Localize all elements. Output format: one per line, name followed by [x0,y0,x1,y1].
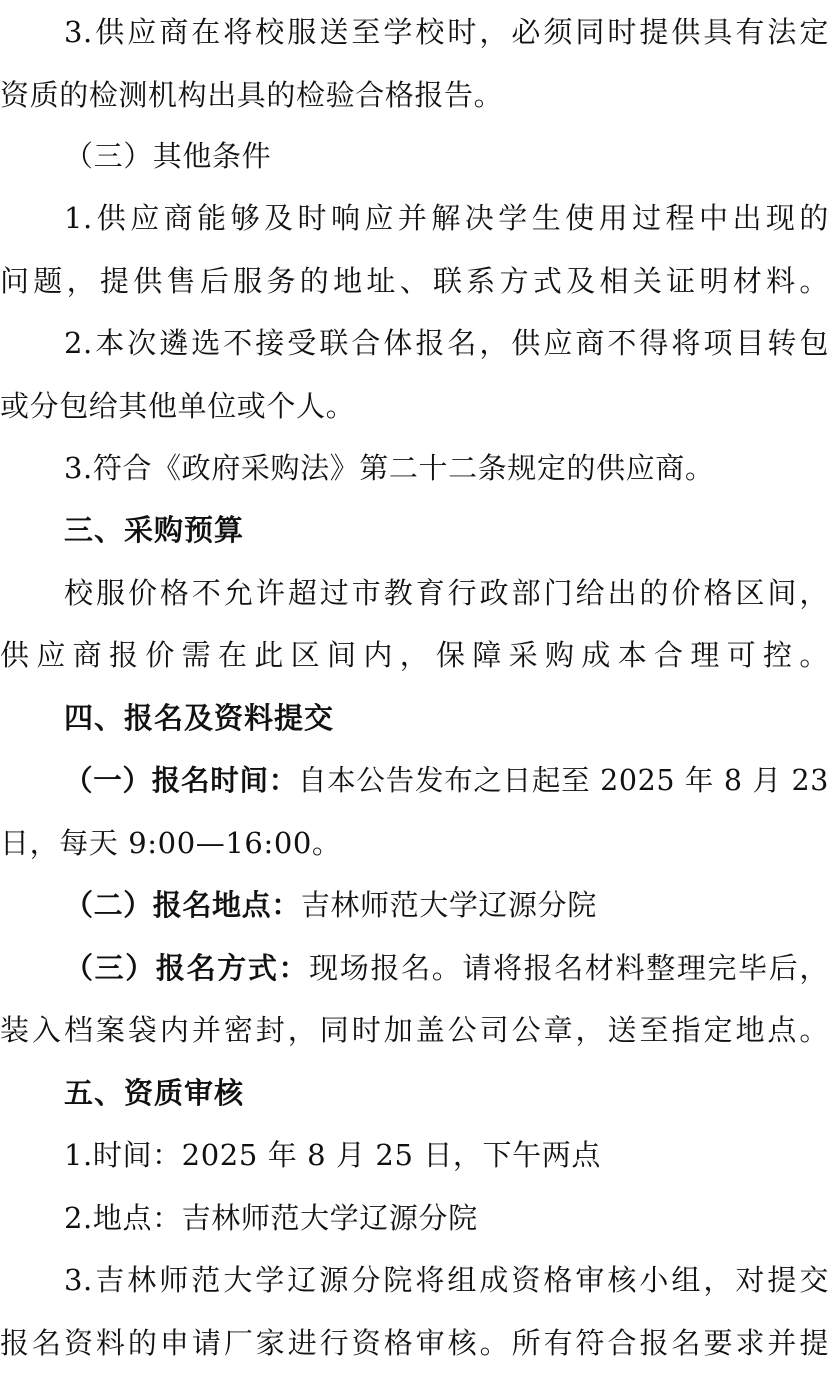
paragraph-line: 3.符合《政府采购法》第二十二条规定的供应商。 [64,451,715,485]
paragraph-line [0,936,831,1000]
paragraph-line: 1.时间：2025 年 8 月 25 日，下午两点 [64,1138,601,1172]
field-label: （三）报名方式： [64,951,310,985]
paragraph-line: 问题，提供售后服务的地址、联系方式及相关证明材料。 [0,264,829,298]
field-value: 现场报名。请将报名材料整理完毕后， [309,951,829,985]
paragraph-line: 1.供应商能够及时响应并解决学生使用过程中出现的 [64,201,829,235]
paragraph-line [0,748,831,812]
section-heading: 四、报名及资料提交 [64,701,335,735]
section-heading: 三、采购预算 [64,513,245,547]
paragraph-line: 校服价格不允许超过市教育行政部门给出的价格区间， [64,576,829,610]
paragraph-line: 或分包给其他单位或个人。 [0,389,356,423]
paragraph-line: 2.本次遴选不接受联合体报名，供应商不得将项目转包 [64,326,829,360]
paragraph-line: 供应商报价需在此区间内，保障采购成本合理可控。 [0,638,829,672]
paragraph-line: 3.供应商在将校服送至学校时，必须同时提供具有法定 [64,15,829,49]
subsection-heading: （三）其他条件 [64,139,272,173]
field-value: 吉林师范大学辽源分院 [300,888,597,922]
paragraph-line: 装入档案袋内并密封，同时加盖公司公章，送至指定地点。 [0,1013,829,1047]
paragraph-line: 资质的检测机构出具的检验合格报告。 [0,78,504,112]
field-label: （一）报名时间： [64,763,298,797]
paragraph-line: 2.地点：吉林师范大学辽源分院 [64,1201,478,1235]
paragraph-line: 日，每天 9:00—16:00。 [0,826,342,860]
field-label: （二）报名地点： [64,888,301,922]
field-value: 自本公告发布之日起至 2025 年 8 月 23 [297,764,829,797]
paragraph-line: 3.吉林师范大学辽源分院将组成资格审核小组，对提交 [64,1263,829,1297]
paragraph-line: 报名资料的申请厂家进行资格审核。所有符合报名要求并提 [0,1326,829,1360]
paragraph-line [0,873,831,937]
section-heading: 五、资质审核 [64,1076,245,1110]
